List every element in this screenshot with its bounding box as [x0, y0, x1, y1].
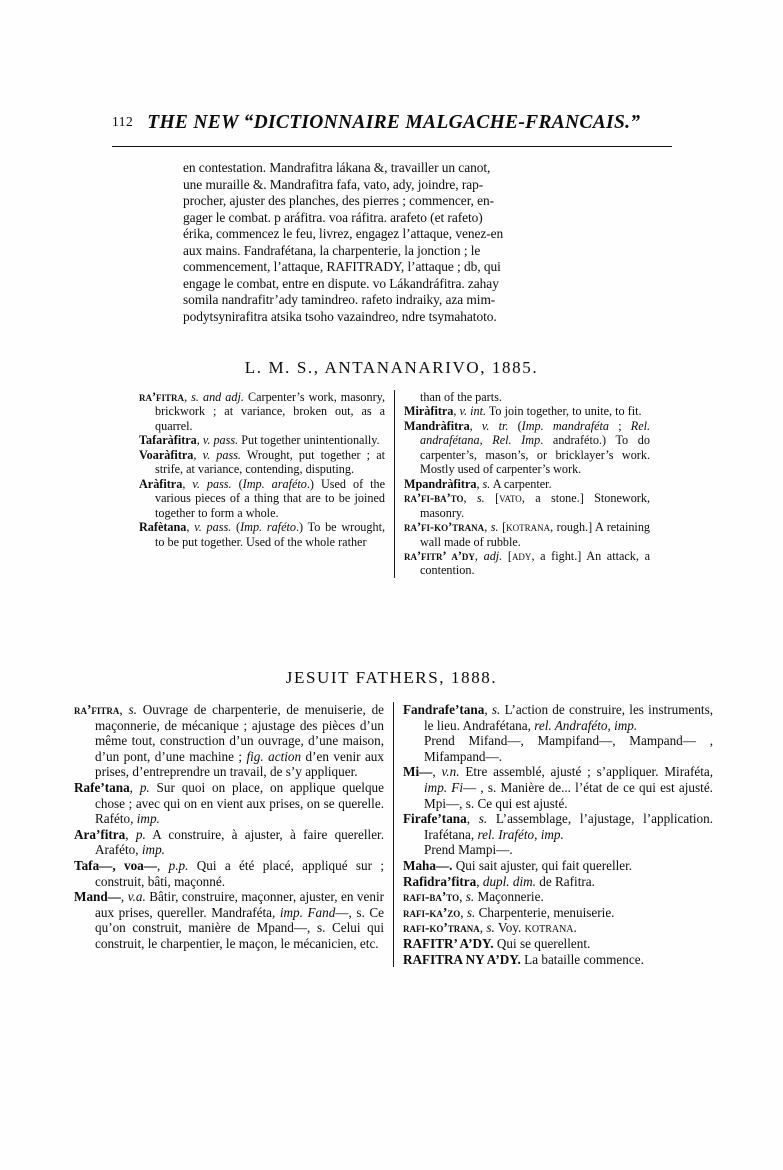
entry-definition: Charpenterie, menuiserie. [478, 904, 615, 920]
intro-line: en contestation. Mandrafitra lákana &, travailler un canot, [183, 160, 491, 175]
dictionary-entry: Ara’fitra, p. A construire, à ajuster, à faire quereller. Araféto, imp. [74, 826, 385, 858]
entry-grammar-label: v.n. [441, 764, 460, 780]
entry-definition: Sur quoi on place, on applique quelque chose ; avec qui on en vient aux prises, on se querelle. Raféto, imp. [95, 779, 384, 827]
lms-right-column [404, 390, 650, 578]
entry-definition: Prend Mampi—. [424, 842, 513, 858]
entry-grammar-label: p. [135, 826, 146, 842]
dictionary-entry: Miràfitra, v. int. To join together, to unite, to fit. [404, 404, 642, 419]
entry-inflection: imp. [540, 826, 564, 842]
dictionary-entry: Fandrafe’tana, s. L’action de construire, les instruments, le lieu. Andrafétana, rel. Andraféto, imp. [403, 702, 714, 733]
section-heading-lms: L. M. S., ANTANANARIVO, 1885. [244, 358, 539, 377]
dictionary-entry [403, 936, 713, 952]
entry-cross-reference: vato [499, 491, 522, 506]
intro-line: podytsynirafitra atsika tsoho vazaindreo, ndre tsymahatoto. [183, 308, 497, 324]
entry-headword: ra’fitra [74, 702, 120, 717]
entry-headword: Firafe’tana [403, 811, 467, 827]
entry-grammar-label: s. [491, 702, 501, 717]
entry-headword: RAFITR’ A’DY. [403, 935, 494, 951]
entry-grammar-label: p. [139, 779, 150, 795]
dictionary-entry [403, 858, 713, 874]
entry-grammar-label: s. [476, 491, 485, 506]
entry-definition: (Imp. raféto.) To be wrought, to be put together. Used of the whole rather [155, 520, 386, 549]
entry-definition: Maçonnerie. [477, 889, 544, 905]
entry-definition: (Imp. mandraféta ; Rel. andrafétana, Rel. Imp. andraféto.) To do carpenter’s, mason’s, or bricklayer’s work. Mostly used of carpenter’s work. [420, 418, 651, 477]
entry-definition: L’action de construire, les instruments, le lieu. Andrafétana, rel. Andraféto, imp. [424, 702, 714, 733]
dictionary-entry: Mand—, v.a. Bâtir, construire, maçonner, ajuster, en venir aux prises, quereller. Mandraféta, imp. Fand—, s. Ce qu’on construit, manière de Mpand—, s. Celui qui construit, le charpentier, le maçon, le mécanicien, etc. [74, 889, 385, 951]
entry-definition: Prend Mifand—, Mampifand—, Mampand— , Mifampand—. [424, 733, 713, 764]
dictionary-entry: Mi—, v.n. Etre assemblé, ajusté ; s’appliquer. Miraféta, imp. Fi— , s. Manière de... l’état de ce qui est ajusté. Mpi—, s. Ce qui est ajusté. [403, 764, 714, 811]
jesuit-left-column [74, 702, 384, 967]
dictionary-entry: Mandràfitra, v. tr. (Imp. mandraféta ; Rel. andrafétana, Rel. Imp. andraféto.) To do carpenter’s, mason’s, or bricklayer’s work. Mostly used of carpenter’s work. [404, 418, 651, 477]
entry-inflection: imp. [136, 811, 160, 827]
entry-definition: A construire, à ajuster, à faire quereller. Araféto, imp. [95, 826, 385, 858]
entry-cross-reference: ady [511, 548, 532, 563]
entry-headword: Mi— [403, 764, 433, 780]
section-heading-jesuit: JESUIT FATHERS, 1888. [285, 668, 498, 687]
dictionary-entry: Aràfitra, v. pass. (Imp. araféto.) Used of the various pieces of a thing that are to be joined together to form a whole. [139, 476, 386, 520]
header-rule [112, 146, 672, 147]
entry-definition: Bâtir, construire, maçonner, ajuster, en venir aux prises, quereller. Mandraféta, imp. Fand—, s. Ce qu’on construit, manière de Mpand—, s. Celui qui construit, le charpentier, le maçon, le mécanicien, etc. [95, 889, 385, 951]
entry-definition: La bataille commence. [524, 951, 644, 967]
jesuit-entry-block [74, 702, 714, 967]
entry-definition: than of the parts. [420, 390, 502, 404]
entry-inflection: Rel. Imp [492, 433, 541, 448]
dictionary-entry: Rafidra’fitra, dupl. dim. de Rafitra. [403, 873, 595, 889]
entry-definition: [vato, a stone.] Stonework, masonry. [420, 491, 650, 520]
entry-inflection: fig. action [246, 748, 302, 764]
entry-inflection: Rel. andrafétana [420, 418, 651, 448]
entry-headword: Fandrafe’tana [403, 702, 485, 717]
entry-headword: Mand— [74, 889, 121, 905]
intro-line: aux mains. Fandrafétana, la charpenterie, la jonction ; le [183, 242, 481, 258]
entry-cross-reference: kotrana [524, 920, 574, 936]
dictionary-entry: ra’fitra, s. Ouvrage de charpenterie, de menuiserie, de maçonnerie, de mécanique ; ajustage des pièces d’un même tout, construction d’un ouvrage, d’une maison, d’un pont, d’une machine ; fig. action d’en venir aux prises, d’entreprendre un travail, de s’y appliquer. [74, 702, 385, 780]
column-divider [393, 702, 394, 967]
entry-headword: Miràfitra [404, 404, 454, 419]
intro-line: engage le combat, entre en dispute. vo Lákandráfitra. zahay [183, 275, 499, 291]
dictionary-entry: Tafa—, voa—, p.p. Qui a été placé, appliqué sur ; construit, bâti, maçonné. [74, 857, 385, 889]
entry-grammar-label: dupl. dim. [482, 873, 536, 889]
entry-definition: Etre assemblé, ajusté ; s’appliquer. Miraféta, imp. Fi— , s. Manière de... l’état de ce qui est ajusté. Mpi—, s. Ce qui est ajusté. [424, 764, 714, 811]
intro-line: somila nandrafitr’ady tamindreo. rafeto indraiky, aza mim- [183, 292, 496, 308]
entry-grammar-label: adj. [483, 548, 503, 563]
entry-definition: Carpenter’s work, masonry, brickwork ; at variance, broken out, as a quarrel. [155, 390, 386, 433]
lms-left-column [139, 390, 385, 578]
dictionary-entry [404, 390, 650, 404]
intro-line: érika, commencez le feu, livrez, engagez l’attaque, venez-en [183, 226, 504, 242]
dictionary-entry: ra’fitra, s. and adj. Carpenter’s work, masonry, brickwork ; at variance, broken out, as a quarrel. [139, 390, 386, 433]
entry-definition: Ouvrage de charpenterie, de menuiserie, de maçonnerie, de mécanique ; ajustage des pièces d’un même tout, construction d’un ouvrage, d’une maison, d’un pont, d’une machine ; fig. action d’en venir aux prises, d’entreprendre un travail, de s’y appliquer. [95, 702, 385, 780]
entry-definition: A carpenter. [492, 476, 552, 491]
entry-headword: ra’fi-ko’trana [404, 520, 485, 535]
dictionary-entry: rafi-ko’trana, s. Voy. kotrana. [403, 920, 577, 936]
entry-grammar-label: s. [478, 811, 488, 827]
entry-inflection: imp. [614, 717, 638, 733]
entry-definition: [kotrana, rough.] A retaining wall made of rubble. [420, 520, 651, 549]
dictionary-entry: Tafaràfitra, v. pass. Put together unintentionally. [139, 433, 380, 448]
entry-grammar-label: v. pass. [194, 520, 232, 535]
intro-line: gager le combat. p aráfitra. voa ráfitra. arafeto (et rafeto) [183, 209, 483, 225]
entry-grammar-label: s. [486, 920, 495, 936]
entry-inflection: imp. Fi [424, 779, 463, 795]
entry-inflection: rel. Andraféto [534, 717, 608, 733]
dictionary-entry [403, 733, 713, 764]
entry-grammar-label: v.a. [127, 889, 146, 905]
entry-definition: Put together unintentionally. [241, 433, 380, 448]
entry-grammar-label: v. tr. [481, 418, 509, 433]
entry-inflection: rel. Iraféto [477, 826, 535, 842]
entry-headword: Tafa—, voa— [74, 857, 157, 873]
entry-headword: Rafètana [139, 520, 187, 535]
entry-headword: Tafaràfitra [139, 433, 197, 448]
entry-definition: (Imp. araféto.) Used of the various pieces of a thing that are to be joined together to form a whole. [155, 476, 386, 520]
entry-grammar-label: s. [482, 476, 491, 491]
dictionary-entry: ra’fi-ba’to, s. [vato, a stone.] Stonework, masonry. [404, 491, 650, 520]
entry-grammar-label: v. int. [459, 404, 487, 419]
intro-paragraph [183, 160, 607, 325]
dictionary-entry [403, 842, 713, 858]
dictionary-entry: rafi-ka’zo, s. Charpenterie, menuiserie. [403, 904, 615, 920]
entry-headword: Maha—. [403, 857, 453, 873]
entry-inflection: imp. [141, 842, 165, 858]
intro-line: commencement, l’attaque, RAFITRADY, l’attaque ; db, qui [183, 259, 501, 275]
entry-grammar-label: v. pass. [192, 476, 232, 491]
entry-definition: Qui a été placé, appliqué sur ; construit, bâti, maçonné. [95, 857, 385, 889]
entry-headword: RAFITRA NY A’DY. [403, 951, 521, 967]
running-title: THE NEW “DICTIONNAIRE MALGACHE-FRANCAIS.” [147, 112, 641, 133]
dictionary-entry: Firafe’tana, s. L’assemblage, l’ajustage, l’application. Irafétana, rel. Iraféto, imp. [403, 811, 714, 842]
entry-inflection: Imp. raféto [240, 520, 296, 535]
entry-inflection: Imp. araféto [242, 476, 307, 491]
page-folio-number: 112 [112, 114, 134, 129]
entry-headword: Rafidra’fitra [403, 873, 477, 889]
entry-headword: rafi-ka’zo [403, 904, 461, 920]
entry-grammar-label: s. [465, 889, 475, 905]
entry-grammar-label: s. [128, 702, 137, 717]
entry-inflection: imp. Fand [279, 904, 336, 920]
entry-headword: Ara’fitra [74, 826, 126, 842]
entry-inflection: Imp. mandraféta [521, 418, 610, 433]
entry-headword: Mandràfitra [404, 418, 470, 433]
entry-definition: Qui se querellent. [496, 935, 591, 951]
entry-definition: To join together, to unite, to fit. [488, 404, 642, 419]
entry-grammar-label: p.p. [168, 857, 189, 873]
entry-definition: L’assemblage, l’ajustage, l’application. Irafétana, rel. Iraféto, imp. [424, 811, 714, 842]
entry-grammar-label: v. pass. [202, 433, 239, 448]
dictionary-entry: rafi-ba’to, s. Maçonnerie. [403, 889, 544, 905]
intro-line: procher, ajuster des planches, des pierres ; commencer, en- [183, 193, 495, 209]
entry-headword: ra’fitr’ a’dy [404, 548, 475, 563]
entry-headword: Voaràfitra [139, 447, 194, 462]
entry-headword: ra’fitra [139, 390, 185, 404]
column-divider [394, 390, 395, 578]
intro-line: une muraille &. Mandrafitra fafa, vato, ady, joindre, rap- [183, 176, 484, 192]
entry-headword: rafi-ba’to [403, 889, 460, 905]
entry-headword: rafi-ko’trana [403, 920, 480, 936]
entry-definition: de Rafitra. [539, 873, 595, 889]
dictionary-entry: ra’fi-ko’trana, s. [kotrana, rough.] A retaining wall made of rubble. [404, 520, 651, 549]
dictionary-entry: ra’fitr’ a’dy, adj. [ady, a fight.] An attack, a contention. [404, 548, 650, 578]
entry-definition: Wrought, put together ; at strife, at variance, contending, disputing. [155, 447, 386, 477]
entry-grammar-label: v. pass. [202, 447, 241, 462]
dictionary-entry: Mpandràfitra, s. A carpenter. [404, 476, 552, 491]
entry-headword: Aràfitra [139, 476, 183, 491]
entry-cross-reference: kotrana [506, 520, 551, 535]
jesuit-right-column [403, 702, 713, 967]
entry-grammar-label: s. and adj. [191, 390, 244, 404]
dictionary-entry [403, 952, 713, 968]
entry-headword: ra’fi-ba’to [404, 491, 464, 506]
entry-grammar-label: s. [490, 520, 499, 535]
entry-definition: Voy. kotrana. [497, 920, 577, 936]
entry-definition: [ady, a fight.] An attack, a contention. [420, 548, 650, 578]
running-head [112, 112, 672, 134]
dictionary-entry: Voaràfitra, v. pass. Wrought, put together ; at strife, at variance, contending, disputing. [139, 447, 386, 477]
dictionary-entry: Rafètana, v. pass. (Imp. raféto.) To be wrought, to be put together. Used of the whole rather [139, 520, 386, 549]
entry-definition: Qui sait ajuster, qui fait quereller. [455, 857, 633, 873]
entry-grammar-label: s. [466, 904, 476, 920]
entry-headword: Mpandràfitra [404, 476, 477, 491]
dictionary-entry: Rafe’tana, p. Sur quoi on place, on applique quelque chose ; avec qui on en vient aux prises, on se querelle. Raféto, imp. [74, 779, 384, 827]
entry-headword: Rafe’tana [74, 779, 130, 795]
lms-entry-block [139, 390, 651, 578]
